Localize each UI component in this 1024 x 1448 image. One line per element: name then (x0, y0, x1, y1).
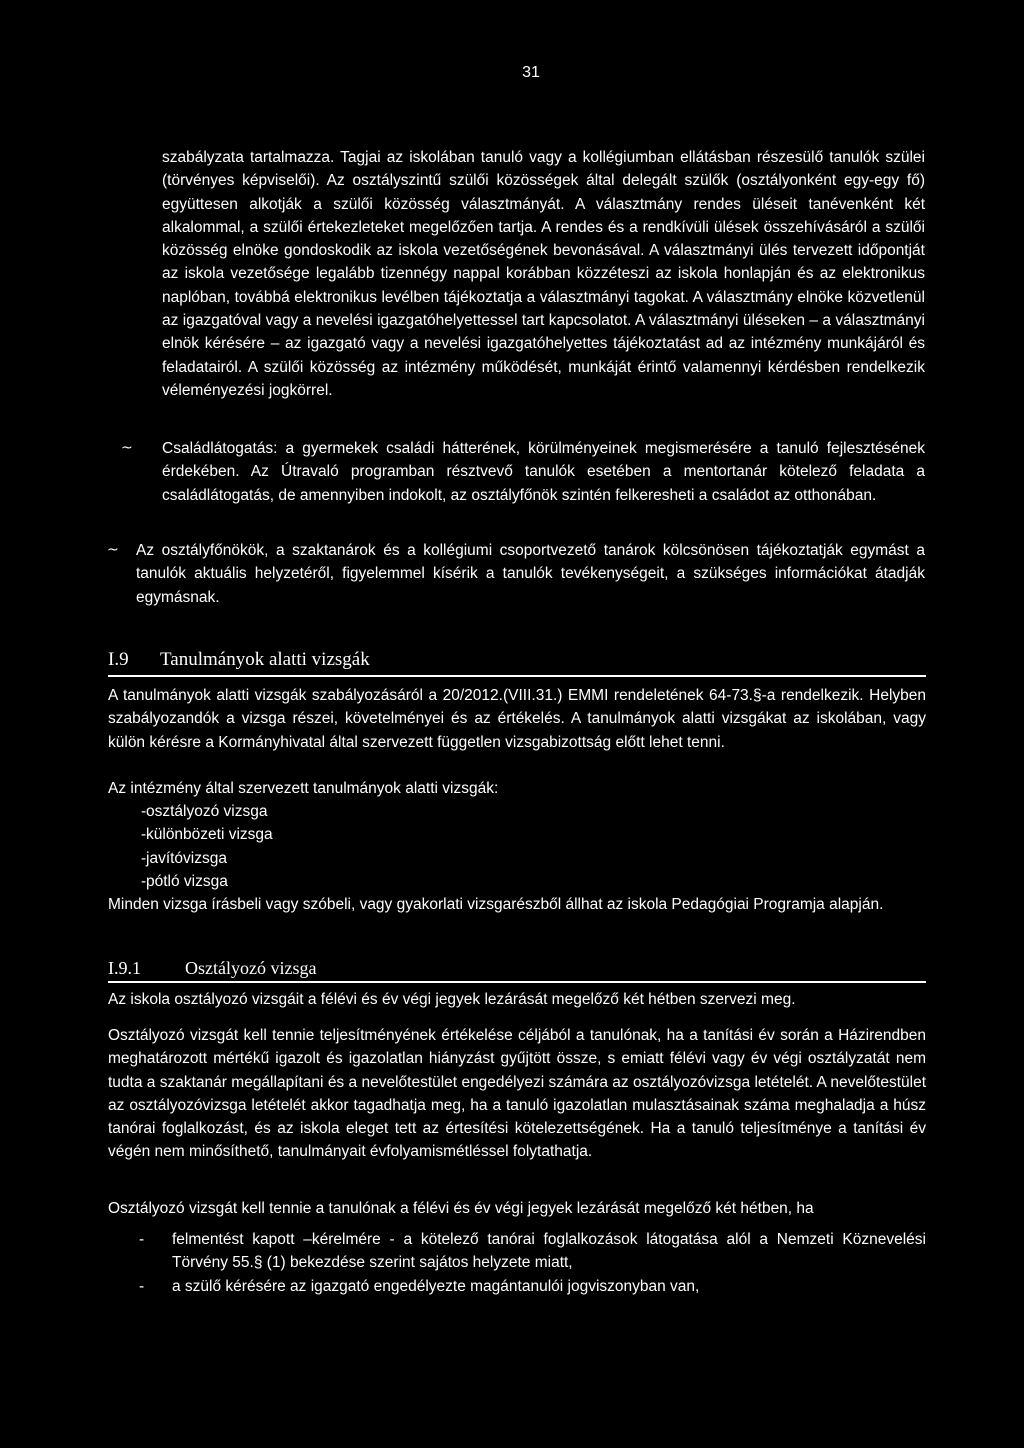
list-item: - különbözeti vizsga (108, 823, 926, 846)
page-number: 31 (522, 64, 540, 81)
section-title: Tanulmányok alatti vizsgák (160, 649, 370, 670)
tilde-bullet-icon: ~ (121, 440, 133, 456)
list-item: - felmentést kapott –kérelmére - a kötelező tanórai foglalkozások látogatása alól a Nemzeti Köznevelési Törvény 55.§ (1) bekezdése szerint sajátos helyzete miatt, (108, 1228, 926, 1275)
classifying-exam-intro: Osztályozó vizsgát kell tennie a tanulónak a félévi és év végi jegyek lezárását megelőző két hétben, ha (108, 1200, 814, 1217)
classifying-exam-cases-list (108, 1228, 926, 1298)
section-heading-exams (108, 648, 926, 677)
dash-bullet: - (139, 1277, 145, 1295)
list-item: - pótló vizsga (108, 870, 926, 893)
dash-bullet: - (141, 826, 147, 844)
section-number: I.9 (108, 649, 129, 670)
tilde-bullet-icon: ~ (107, 542, 119, 558)
class-teachers-bullet: Az osztályfőnökök, a szaktanárok és a kollégiumi csoportvezető tanárok kölcsönösen tájékoztatják egymást a tanulók aktuális helyzetéről, figyelemmel kísérik a tanulók tevékenységeit, a szükséges információkat átadják egymásnak. (136, 542, 925, 606)
list-item: - javítóvizsga (108, 847, 926, 870)
exams-regulation-paragraph: A tanulmányok alatti vizsgák szabályozásáról a 20/2012.(VIII.31.) EMMI rendeletének 64-73.§-a rendelkezik. Helyben szabályozandók a vizsga részei, követelményei és az értékelés. A tanulmányok alatti vizsgákat az iskolában, vagy külön kérésre a Kormányhivatal által szervezett független vizsgabizottság előtt lehet tenni. (108, 687, 926, 751)
exams-list-intro: Az intézmény által szervezett tanulmányok alatti vizsgák: (108, 780, 499, 797)
section-heading-classifying-exam (108, 957, 926, 983)
classifying-exam-schedule: Az iskola osztályozó vizsgáit a félévi és év végi jegyek lezárását megelőző két hétben szervezi meg. (108, 991, 796, 1008)
section-number: I.9.1 (108, 958, 141, 978)
dash-bullet: - (139, 1231, 145, 1248)
dash-bullet: - (141, 872, 147, 890)
classifying-exam-conditions: Osztályozó vizsgát kell tennie teljesítményének értékelése céljából a tanulónak, ha a tanítási év során a Házirendben meghatározott mértékű igazolt és igazolatlan hiányzást gyűjtött össze, s emiatt félévi vagy év végi osztályzatát nem tudta a szaktanár megállapítani és a nevelőtestület engedélyezi számára az osztályozóvizsga letételét. A nevelőtestület az osztályozóvizsga letételét akkor tagadhatja meg, ha a tanuló igazolatlan mulasztásainak száma meghaladja a húsz tanórai foglalkozást, és az iskola eleget tett az értesítési kötelezettségének. Ha a tanuló teljesítménye a tanítási év végén nem minősíthető, tanulmányait évfolyamismétléssel folytathatja. (108, 1027, 926, 1161)
dash-bullet: - (141, 849, 147, 867)
parent-community-paragraph: szabályzata tartalmazza. Tagjai az iskolában tanuló vagy a kollégiumban ellátásban részesülő tanulók szülei (törvényes képviselői). Az osztályszintű szülői közösségek által delegált szülők (osztályonként egy-egy fő) együttesen alkotják a szülői közösség választmányát. A választmány rendes üléseit tanévenként két alkalommal, a szülői értekezleteket megelőzően tartja. A rendes és a rendkívüli ülések összehívásáról a szülői közösség elnöke gondoskodik az iskola vezetőségének bevonásával. A választmányi ülés tervezett időpontját az iskola vezetősége legalább tizennégy nappal korábban közzéteszi az iskola honlapján és az elektronikus naplóban, továbbá elektronikus levélben tájékoztatja a választmányi tagokat. A választmány elnöke közvetlenül az igazgatóval vagy a nevelési igazgatóhelyettessel tart kapcsolatot. A választmányi üléseken – a választmányi elnök kérésére – az igazgató vagy a nevelési igazgatóhelyettes tájékoztatást ad az intézmény munkájáról és feladatairól. A szülői közösség az intézmény működését, munkáját érintő valamennyi kérdésben rendelkezik véleményezési jogkörrel. (162, 149, 925, 399)
exam-types-list (108, 800, 926, 893)
exam-parts-paragraph: Minden vizsga írásbeli vagy szóbeli, vagy gyakorlati vizsgarészből állhat az iskola Pedagógiai Programja alapján. (108, 896, 884, 913)
list-item: - a szülő kérésére az igazgató engedélyezte magántanulói jogviszonyban van, (108, 1275, 926, 1298)
list-item: - osztályozó vizsga (108, 800, 926, 823)
family-visit-bullet: Családlátogatás: a gyermekek családi hátterének, körülményeinek megismerésére a tanuló fejlesztésének érdekében. Az Útravaló programban résztvevő tanulók esetében a mentortanár kötelező feladata a családlátogatás, de amennyiben indokolt, az osztályfőnök szintén felkeresheti a családot az otthonában. (162, 440, 925, 504)
dash-bullet: - (141, 803, 147, 820)
section-title: Osztályozó vizsga (185, 958, 317, 978)
